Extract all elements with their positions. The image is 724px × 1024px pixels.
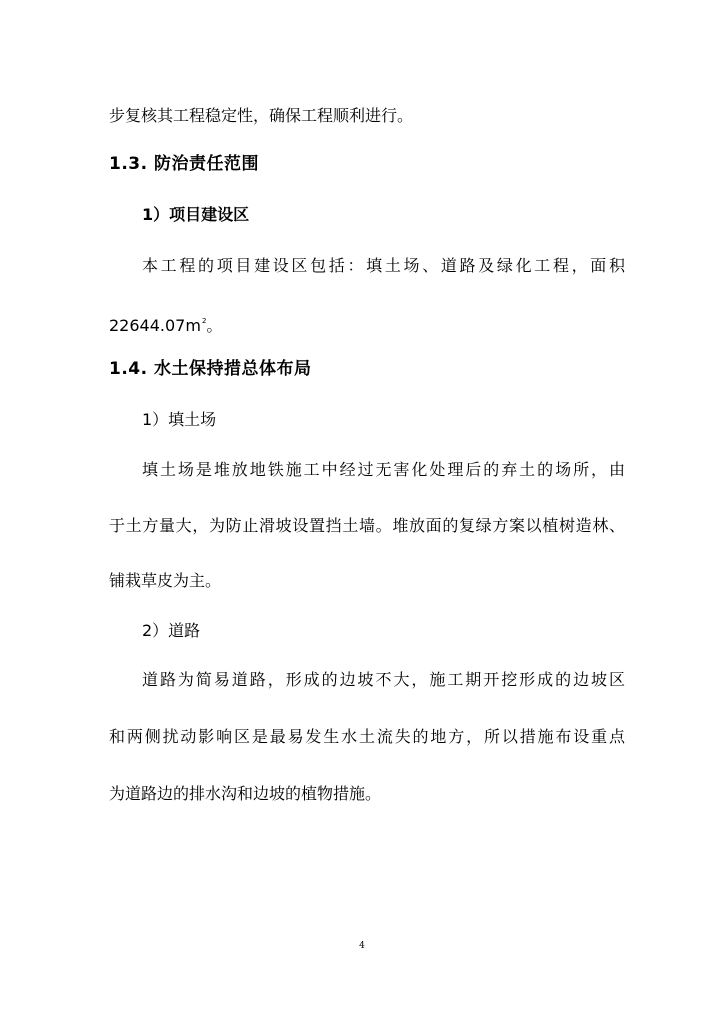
- paragraph-line: 本工程的项目建设区包括：填土场、道路及绿化工程，面积: [142, 256, 625, 275]
- paragraph-line-area: [109, 311, 222, 336]
- area-value: 22644.07m: [109, 316, 201, 335]
- subheading-fill-site: 1）填土场: [142, 410, 217, 429]
- paragraph-line: 和两侧扰动影响区是最易发生水土流失的地方，所以措施布设重点: [109, 727, 625, 746]
- paragraph-line: 填土场是堆放地铁施工中经过无害化处理后的弃土的场所，由: [142, 460, 625, 479]
- area-tail: 。: [206, 316, 223, 335]
- section-heading-1-4: 1.4. 水土保持措总体布局: [109, 359, 312, 379]
- subheading-project-area: 1）项目建设区: [142, 205, 250, 224]
- subheading-road: 2）道路: [142, 621, 201, 640]
- paragraph-line: 步复核其工程稳定性，确保工程顺利进行。: [109, 106, 414, 125]
- area-unit-exponent: 2: [201, 317, 207, 325]
- section-heading-1-3: 1.3. 防治责任范围: [109, 154, 259, 174]
- paragraph-line: 为道路边的排水沟和边坡的植物措施。: [109, 784, 382, 803]
- paragraph-line: 铺栽草皮为主。: [109, 571, 222, 590]
- paragraph-line: 道路为简易道路，形成的边坡不大，施工期开挖形成的边坡区: [142, 670, 625, 689]
- paragraph-line: 于土方量大，为防止滑坡设置挡土墙。堆放面的复绿方案以植树造林、: [109, 516, 625, 535]
- page-number: 4: [359, 941, 365, 951]
